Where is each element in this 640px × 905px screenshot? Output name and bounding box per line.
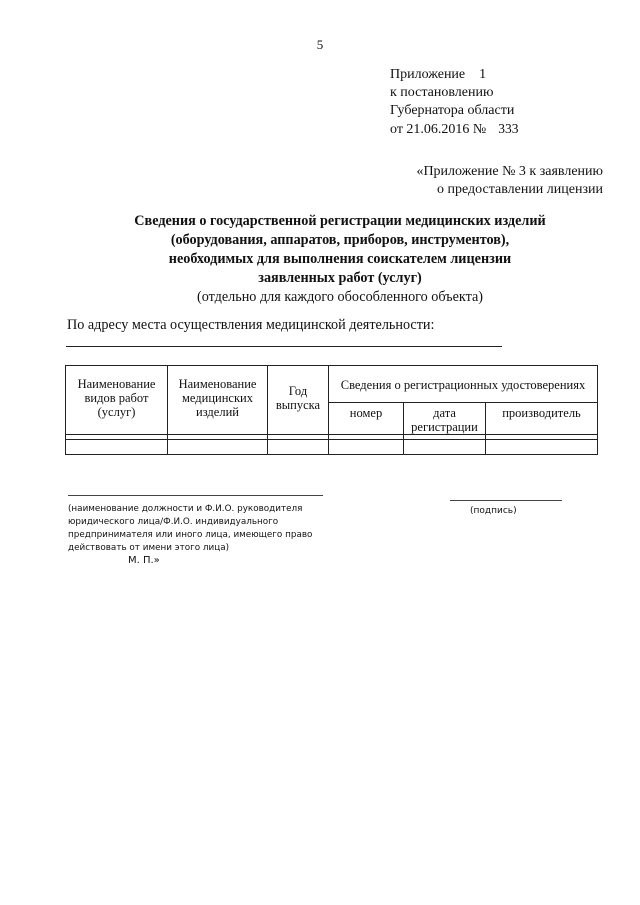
appendix-line3: Губернатора области [390,103,515,118]
attachment-line1: «Приложение № 3 к заявлению [416,164,603,179]
appendix-line4 [390,120,519,139]
official-name-line [68,495,323,496]
address-underline [66,346,502,347]
header-number: номер [329,403,404,435]
decree-number: 333 [498,121,519,136]
heading-line5: (отдельно для каждого обособленного объекта) [197,289,483,305]
address-label: По адресу места осуществления медицинской деятельности: [67,317,435,333]
header-certificates: Сведения о регистрационных удостоверениях [329,366,598,403]
table-cell [168,440,268,455]
header-work-types: Наименование видов работ (услуг) [66,366,168,435]
heading-line4: заявленных работ (услуг) [258,270,422,286]
decree-date: от 21.06.2016 № [390,122,487,137]
note-line1: (наименование должности и Ф.И.О. руководителя [68,504,303,514]
heading-line3: необходимых для выполнения соискателем лицензии [168,251,512,267]
signature-label: (подпись) [470,506,517,516]
appendix-line2: к постановлению [390,85,494,100]
registration-table [65,365,598,455]
table-cell [66,440,168,455]
stamp-label: М. П.» [128,555,160,566]
attachment-line2: о предоставлении лицензии [436,182,603,197]
note-line2: юридического лица/Ф.И.О. индивидуального [68,517,279,527]
official-name-note [68,503,318,555]
note-line4: действовать от имени этого лица) [68,543,230,553]
header-device-names: Наименование медицинских изделий [168,366,268,435]
appendix-line1 [390,66,519,84]
appendix-label: Приложение [390,67,466,82]
attachment-block [416,163,603,199]
header-year: Год выпуска [268,366,329,435]
appendix-number: 1 [479,67,487,82]
table-cell [329,440,404,455]
table-cell [486,440,598,455]
document-heading [60,212,620,307]
table-cell [268,440,329,455]
header-registration-date: дата регистрации [404,403,486,435]
heading-line2: (оборудования, аппаратов, приборов, инструментов), [170,232,510,248]
heading-line1: Сведения о государственной регистрации медицинских изделий [134,213,546,229]
header-manufacturer: производитель [486,403,598,435]
page-number: 5 [316,37,324,52]
table-cell [404,440,486,455]
appendix-block [390,66,519,139]
signature-line [450,500,562,501]
note-line3: предпринимателя или иного лица, имеющего право [68,530,313,540]
